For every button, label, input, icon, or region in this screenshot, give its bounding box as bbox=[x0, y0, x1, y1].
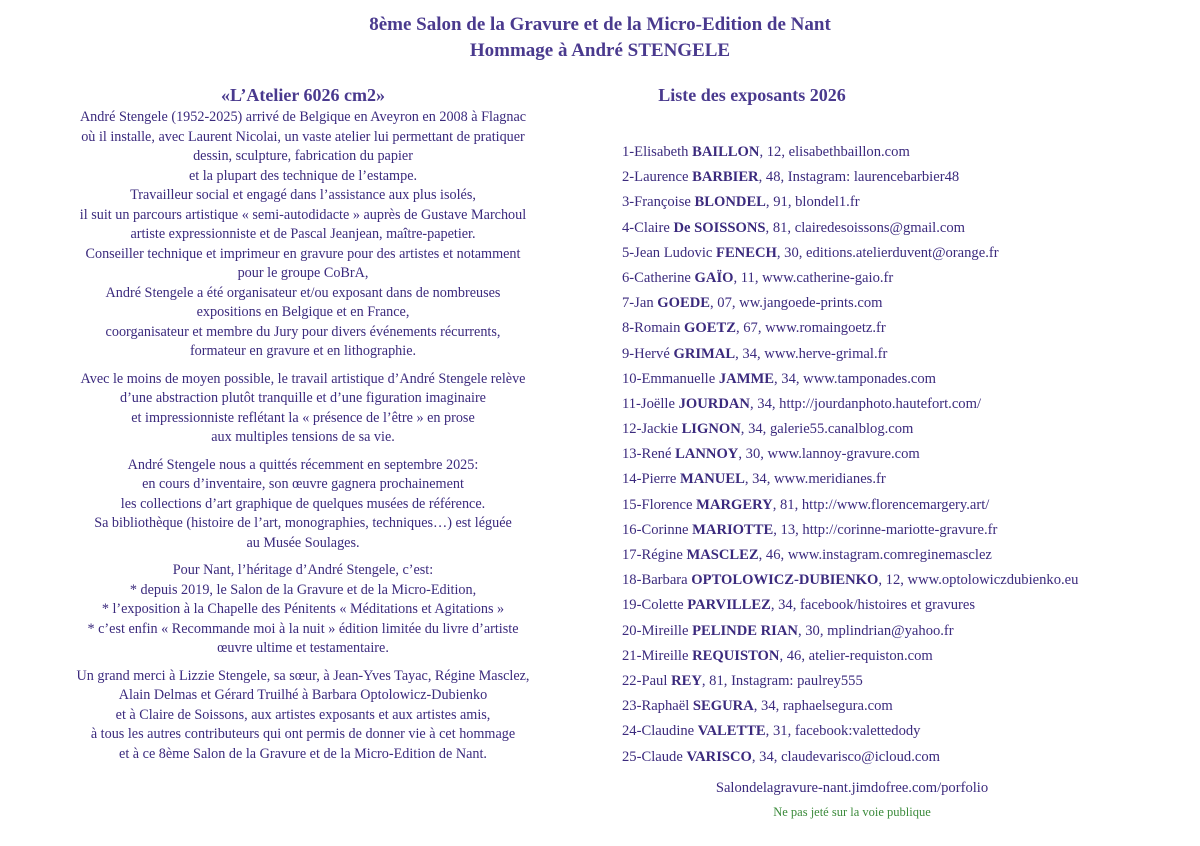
exhibitor-prefix: 14-Pierre bbox=[622, 471, 680, 488]
exhibitor-item bbox=[622, 619, 1078, 644]
exhibitor-prefix: 24-Claudine bbox=[622, 723, 698, 740]
exhibitor-surname: GOETZ bbox=[684, 320, 736, 337]
biography-line: où il installe, avec Laurent Nicolai, un vaste atelier lui permettant de pratiquer bbox=[81, 128, 525, 145]
biography-line: André Stengele nous a quittés récemment en septembre 2025: bbox=[127, 456, 479, 473]
biography-line: coorganisateur et membre du Jury pour divers événements récurrents, bbox=[105, 323, 501, 340]
exhibitor-item bbox=[622, 745, 1078, 770]
exhibitor-prefix: 20-Mireille bbox=[622, 622, 693, 639]
exhibitor-surname: LIGNON bbox=[681, 421, 741, 438]
biography-line: et la plupart des technique de l’estampe. bbox=[188, 167, 418, 184]
exhibitor-item bbox=[622, 342, 1078, 367]
biography-line: à tous les autres contributeurs qui ont permis de donner vie à cet hommage bbox=[90, 726, 516, 742]
exhibitor-item bbox=[622, 392, 1078, 417]
biography-line: Un grand merci à Lizzie Stengele, sa sœur, à Jean-Yves Tayac, Régine Masclez, bbox=[76, 667, 530, 684]
exhibitor-prefix: 19-Colette bbox=[622, 597, 688, 614]
exhibitor-item bbox=[622, 140, 1078, 165]
exhibitor-details: , 11, www.catherine-gaio.fr bbox=[733, 269, 894, 286]
biography-line: dessin, sculpture, fabrication du papier bbox=[193, 148, 413, 164]
exhibitor-item bbox=[622, 216, 1078, 241]
exhibitor-surname: GRIMAL bbox=[673, 345, 736, 362]
exhibitor-details: , 13, http://corinne-mariotte-gravure.fr bbox=[773, 521, 998, 538]
exhibitor-prefix: 6-Catherine bbox=[622, 269, 695, 286]
exhibitor-item bbox=[622, 568, 1078, 593]
exhibitor-details: , 34, facebook/histoires et gravures bbox=[770, 597, 976, 614]
exhibitor-details: , 34, www.meridianes.fr bbox=[744, 471, 886, 488]
event-title: 8ème Salon de la Gravure et de la Micro-Edition de Nant bbox=[369, 14, 831, 35]
exhibitor-surname: REY bbox=[671, 672, 702, 689]
exhibitor-prefix: 8-Romain bbox=[622, 320, 685, 337]
exhibitor-details: , 91, blondel1.fr bbox=[765, 194, 860, 211]
exhibitor-surname: MANUEL bbox=[679, 471, 745, 488]
exhibitor-prefix: 4-Claire bbox=[622, 219, 674, 236]
exhibitor-details: , 30, editions.atelierduvent@orange.fr bbox=[776, 244, 999, 261]
exhibitor-surname: VALETTE bbox=[697, 723, 766, 740]
biography-paragraph bbox=[18, 108, 588, 362]
biography-line: * c’est enfin « Recommande moi à la nuit » édition limitée du livre d’artiste bbox=[87, 620, 519, 637]
biography-line: et à ce 8ème Salon de la Gravure et de la Micro-Edition de Nant. bbox=[119, 745, 487, 762]
exhibitor-surname: VARISCO bbox=[686, 748, 752, 765]
exhibitor-surname: BARBIER bbox=[692, 169, 759, 186]
biography-paragraph bbox=[18, 370, 588, 448]
exhibitor-prefix: 1-Elisabeth bbox=[622, 144, 693, 160]
exhibitor-prefix: 23-Raphaël bbox=[622, 698, 693, 715]
biography-column bbox=[18, 84, 588, 772]
exhibitor-prefix: 25-Claude bbox=[622, 748, 687, 765]
exhibitor-details: , 34, raphaelsegura.com bbox=[753, 698, 893, 715]
exhibitor-details: , 34, www.tamponades.com bbox=[773, 370, 936, 387]
exhibitor-details: , 48, Instagram: laurencebarbier48 bbox=[758, 169, 960, 186]
exhibitor-surname: PELINDE RIAN bbox=[692, 622, 798, 639]
biography-line: d’une abstraction plutôt tranquille et d’une figuration imaginaire bbox=[119, 390, 486, 406]
exhibitor-prefix: 22-Paul bbox=[622, 672, 672, 689]
biography-line: en cours d’inventaire, son œuvre gagnera prochainement bbox=[142, 476, 464, 492]
biography-line: André Stengele (1952-2025) arrivé de Belgique en Aveyron en 2008 à Flagnac bbox=[79, 109, 527, 125]
exhibitor-prefix: 2-Laurence bbox=[622, 169, 693, 186]
biography-line: André Stengele a été organisateur et/ou exposant dans de nombreuses bbox=[105, 284, 501, 301]
biography-line: expositions en Belgique et en France, bbox=[196, 304, 410, 320]
exhibitor-item bbox=[622, 493, 1078, 518]
exhibitor-surname: MARIOTTE bbox=[692, 521, 774, 538]
exhibitor-details: , 34, www.herve-grimal.fr bbox=[735, 345, 888, 362]
biography-line: Alain Delmas et Gérard Truilhé à Barbara Optolowicz-Dubienko bbox=[118, 687, 488, 703]
exhibitor-prefix: 11-Joëlle bbox=[622, 395, 679, 412]
exhibitor-details: , 34, galerie55.canalblog.com bbox=[740, 421, 914, 438]
exhibitor-details: , 31, facebook:valettedody bbox=[765, 723, 921, 740]
exhibitor-prefix: 3-Françoise bbox=[622, 194, 695, 211]
exhibitor-details: , 81, http://www.florencemargery.art/ bbox=[772, 496, 990, 513]
exhibitor-item bbox=[622, 316, 1078, 341]
biography-line: les collections d’art graphique de quelques musées de référence. bbox=[120, 495, 486, 512]
exhibitor-details: , 30, www.lannoy-gravure.com bbox=[738, 446, 920, 463]
biography-line: Sa bibliothèque (histoire de l’art, monographies, techniques…) est léguée bbox=[94, 515, 512, 531]
exhibitor-surname: BLONDEL bbox=[694, 194, 766, 211]
exhibitor-surname: JAMME bbox=[718, 370, 774, 387]
exhibitor-prefix: 10-Emmanuelle bbox=[622, 370, 719, 387]
biography-line: et à Claire de Soissons, aux artistes exposants et aux artistes amis, bbox=[115, 706, 491, 723]
exhibitor-prefix: 15-Florence bbox=[622, 496, 697, 513]
exhibitor-surname: MASCLEZ bbox=[686, 547, 759, 563]
exhibitor-prefix: 21-Mireille bbox=[622, 647, 693, 664]
biography-line: Pour Nant, l’héritage d’André Stengele, c’est: bbox=[172, 562, 434, 578]
biography-line: formateur en gravure et en lithographie. bbox=[189, 343, 417, 359]
biography-paragraph bbox=[18, 456, 588, 554]
biography-line: pour le groupe CoBrA, bbox=[237, 265, 369, 281]
exhibitor-details: , 67, www.romaingoetz.fr bbox=[735, 320, 886, 337]
website-link[interactable]: Salondelagravure-nant.jimdofree.com/porfolio bbox=[715, 780, 989, 796]
exhibitor-item bbox=[622, 442, 1078, 467]
exhibitor-item bbox=[622, 543, 1078, 568]
exhibitor-item bbox=[622, 291, 1078, 316]
biography-text bbox=[18, 108, 588, 764]
exhibitor-item bbox=[622, 518, 1078, 543]
exhibitor-prefix: 7-Jan bbox=[622, 295, 658, 312]
exhibitor-details: , 81, clairedesoissons@gmail.com bbox=[765, 219, 966, 236]
biography-line: œuvre ultime et testamentaire. bbox=[217, 640, 389, 656]
biography-line: Conseiller technique et imprimeur en gravure pour des artistes et notamment bbox=[85, 245, 521, 262]
exhibitor-item bbox=[622, 644, 1078, 669]
exhibitor-surname: GOEDE bbox=[657, 295, 710, 312]
biography-paragraph bbox=[18, 561, 588, 659]
exhibitor-surname: LANNOY bbox=[675, 446, 739, 463]
exhibitor-details: , 46, www.instagram.comreginemasclez bbox=[758, 547, 992, 563]
biography-line: artiste expressionniste et de Pascal Jeanjean, maître-papetier. bbox=[130, 226, 476, 242]
exhibitor-details: , 46, atelier-requiston.com bbox=[779, 647, 933, 664]
biography-line: aux multiples tensions de sa vie. bbox=[211, 429, 395, 445]
exhibitor-list bbox=[622, 140, 1078, 770]
exhibitor-prefix: 16-Corinne bbox=[622, 521, 693, 538]
exhibitor-surname: PARVILLEZ bbox=[687, 597, 771, 614]
exhibitor-details: , 30, mplindrian@yahoo.fr bbox=[797, 622, 954, 639]
exhibitors-column bbox=[622, 84, 1182, 765]
exhibitor-details: , 34, claudevarisco@icloud.com bbox=[751, 748, 940, 765]
exhibitor-item bbox=[622, 669, 1078, 694]
exhibitor-surname: MARGERY bbox=[696, 496, 773, 513]
exhibitor-surname: De SOISSONS bbox=[673, 219, 766, 236]
atelier-title: «L’Atelier 6026 cm2» bbox=[221, 85, 385, 105]
exhibitor-details: , 12, elisabethbaillon.com bbox=[759, 144, 910, 160]
exhibitor-surname: GAÏO bbox=[694, 269, 734, 286]
tribute-title: Hommage à André STENGELE bbox=[469, 40, 731, 61]
exhibitor-item bbox=[622, 190, 1078, 215]
page-header bbox=[0, 12, 1200, 64]
exhibitor-surname: FENECH bbox=[716, 244, 777, 261]
exhibitor-item bbox=[622, 266, 1078, 291]
biography-line: au Musée Soulages. bbox=[246, 534, 360, 551]
exhibitor-details: , 07, ww.jangoede-prints.com bbox=[709, 295, 883, 312]
exhibitor-prefix: 12-Jackie bbox=[622, 421, 682, 438]
exhibitor-item bbox=[622, 719, 1078, 744]
disposal-note: Ne pas jeté sur la voie publique bbox=[773, 805, 931, 819]
biography-line: * depuis 2019, le Salon de la Gravure et de la Micro-Edition, bbox=[129, 581, 477, 598]
exhibitor-details: , 81, Instagram: paulrey555 bbox=[701, 672, 863, 689]
exhibitor-prefix: 5-Jean Ludovic bbox=[622, 244, 717, 261]
exhibitor-surname: SEGURA bbox=[692, 698, 754, 715]
exhibitor-prefix: 13-René bbox=[622, 446, 676, 463]
exhibitor-item bbox=[622, 417, 1078, 442]
exhibitor-prefix: 18-Barbara bbox=[622, 572, 692, 589]
exhibitor-item bbox=[622, 593, 1078, 618]
exhibitor-surname: JOURDAN bbox=[678, 395, 750, 412]
exhibitor-item bbox=[622, 241, 1078, 266]
biography-line: il suit un parcours artistique « semi-autodidacte » auprès de Gustave Marchoul bbox=[79, 206, 527, 223]
exhibitor-surname: BAILLON bbox=[692, 144, 760, 160]
exhibitor-details: , 34, http://jourdanphoto.hautefort.com/ bbox=[749, 395, 981, 412]
exhibitor-item bbox=[622, 165, 1078, 190]
biography-paragraph bbox=[18, 667, 588, 765]
exhibitor-prefix: 9-Hervé bbox=[622, 345, 674, 362]
biography-line: Travailleur social et engagé dans l’assistance aux plus isolés, bbox=[130, 187, 476, 203]
exhibitor-prefix: 17-Régine bbox=[622, 547, 687, 563]
exhibitor-item bbox=[622, 467, 1078, 492]
exhibitor-details: , 12, www.optolowiczdubienko.eu bbox=[878, 572, 1079, 589]
biography-line: et impressionniste reflétant la « présence de l’être » en prose bbox=[131, 409, 475, 426]
exhibitor-surname: OPTOLOWICZ-DUBIENKO bbox=[691, 572, 879, 589]
exhibitors-title: Liste des exposants 2026 bbox=[658, 85, 846, 105]
exhibitor-item bbox=[622, 367, 1078, 392]
biography-line: * l’exposition à la Chapelle des Pénitents « Méditations et Agitations » bbox=[101, 601, 505, 617]
exhibitor-item bbox=[622, 694, 1078, 719]
biography-line: Avec le moins de moyen possible, le travail artistique d’André Stengele relève bbox=[80, 370, 526, 387]
exhibitor-surname: REQUISTON bbox=[692, 647, 780, 664]
